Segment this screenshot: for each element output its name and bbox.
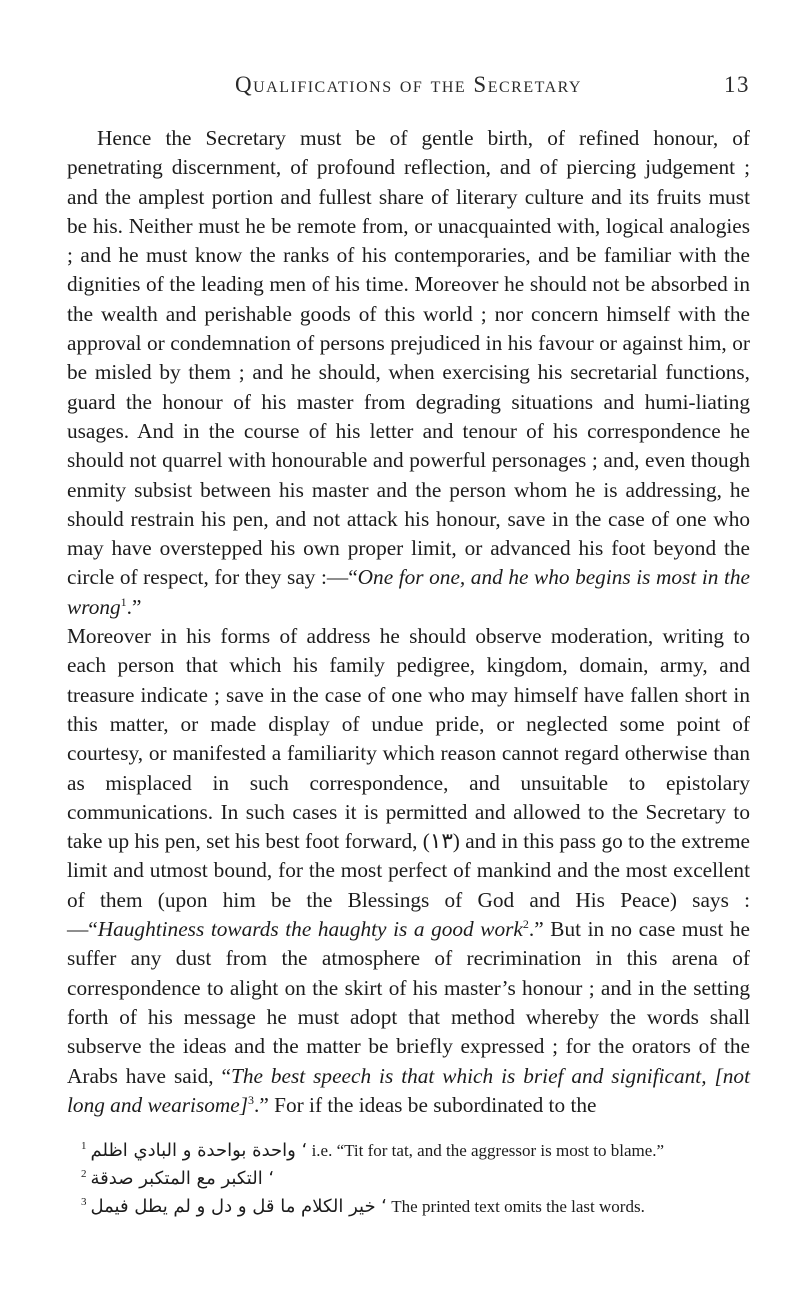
body-text xyxy=(67,124,750,1120)
quotation: One for one, and he who begins is most in the wrong xyxy=(67,565,751,619)
quotation: The best speech is that which is brief and significant, [not long and wearisome] xyxy=(67,1063,750,1117)
paragraph-2: Moreover in his forms of address he should observe moderation, writing to each person that which his family pedigree, kingdom, domain, army, and treasure indicate ; save in the case of one who may himself have fallen short in this matter, or made display of undue pride, or neglected some point of courtesy, or manifested a familiarity which reason cannot regard otherwise than as misplaced in such correspondence, and unsuitable to epistolary communications. In such cases it is permitted and allowed to the Secretary to take up his pen, set his best foot forward, (١٣) and in this pass go to the extreme limit and utmost bound, for the most perfect of mankind and the most excellent of them (upon him be the Blessings of God and His Peace) says :—“Haughtiness towards the haughty is a good work$^2$.” But in no case must he suffer any dust from the atmosphere of recrimination in this arena of correspondence to alight on the skirt of his master’s honour ; and in the setting forth of his message he must adopt that method whereby the words shall subserve the ideas and the matter be briefly expressed ; for the orators of the Arabs have said, “The best speech is that which is brief and significant, [not long and wearisome]$^3$.” For if the ideas be subordinated to the xyxy=(67,624,750,1117)
page-number: 13 xyxy=(724,72,750,97)
footnote-2: $^2$ ‘ التكبر مع المتكبر صدقة xyxy=(81,1168,275,1190)
footnote-ref-2[interactable]: 2 xyxy=(522,916,529,931)
arabic-proverb: ‘ واحدة بواحدة و البادي اظلم xyxy=(90,1140,308,1162)
arabic-proverb: ‘ التكبر مع المتكبر صدقة xyxy=(90,1168,275,1190)
paragraph-1: Hence the Secretary must be of gentle birth, of refined honour, of penetrating discernment, of profound reflection, and of piercing judgement ; and the amplest portion and fullest share of literary culture and its fruits must be his. Neither must he be remote from, or unacquainted with, logical analogies ; and he must know the ranks of his contemporaries, and be familiar with the dignities of the leading men of his time. Moreover he should not be absorbed in the wealth and perishable goods of this world ; nor concern himself with the approval or condemnation of persons prejudiced in his favour or against him, or be misled by them ; and he should, when exercising his secretarial functions, guard the honour of his master from degrading situations and humi-liating usages. And in the course of his letter and tenour of his correspondence he should not quarrel with honourable and powerful personages ; and, even though enmity subsist between his master and the person whom he is addressing, he should restrain his pen, and not attack his honour, save in the case of one who may have overstepped his own proper limit, or advanced his foot beyond the circle of respect, for they say :—“One for one, and he who begins is most in the wrong$^1$.” xyxy=(67,126,751,619)
footnote-ref-1[interactable]: 1 xyxy=(120,594,127,609)
chapter-title: Qualifications of the Secretary xyxy=(235,72,582,97)
quotation: Haughtiness towards the haughty is a good work xyxy=(97,917,523,942)
footnote-ref-3[interactable]: 3 xyxy=(248,1092,255,1107)
running-head xyxy=(67,72,750,102)
arabic-proverb: ‘ خير الكلام ما قل و دل و لم يطل فيمل xyxy=(90,1196,388,1218)
footnote-1: $^1$ ‘ واحدة بواحدة و البادي اظلم i.e. “Tit for tat, and the aggressor is most to blame.” xyxy=(81,1140,665,1162)
footnotes xyxy=(67,1138,750,1220)
footnote-3: $^3$ ‘ خير الكلام ما قل و دل و لم يطل فيمل The printed text omits the last words. xyxy=(81,1196,645,1218)
